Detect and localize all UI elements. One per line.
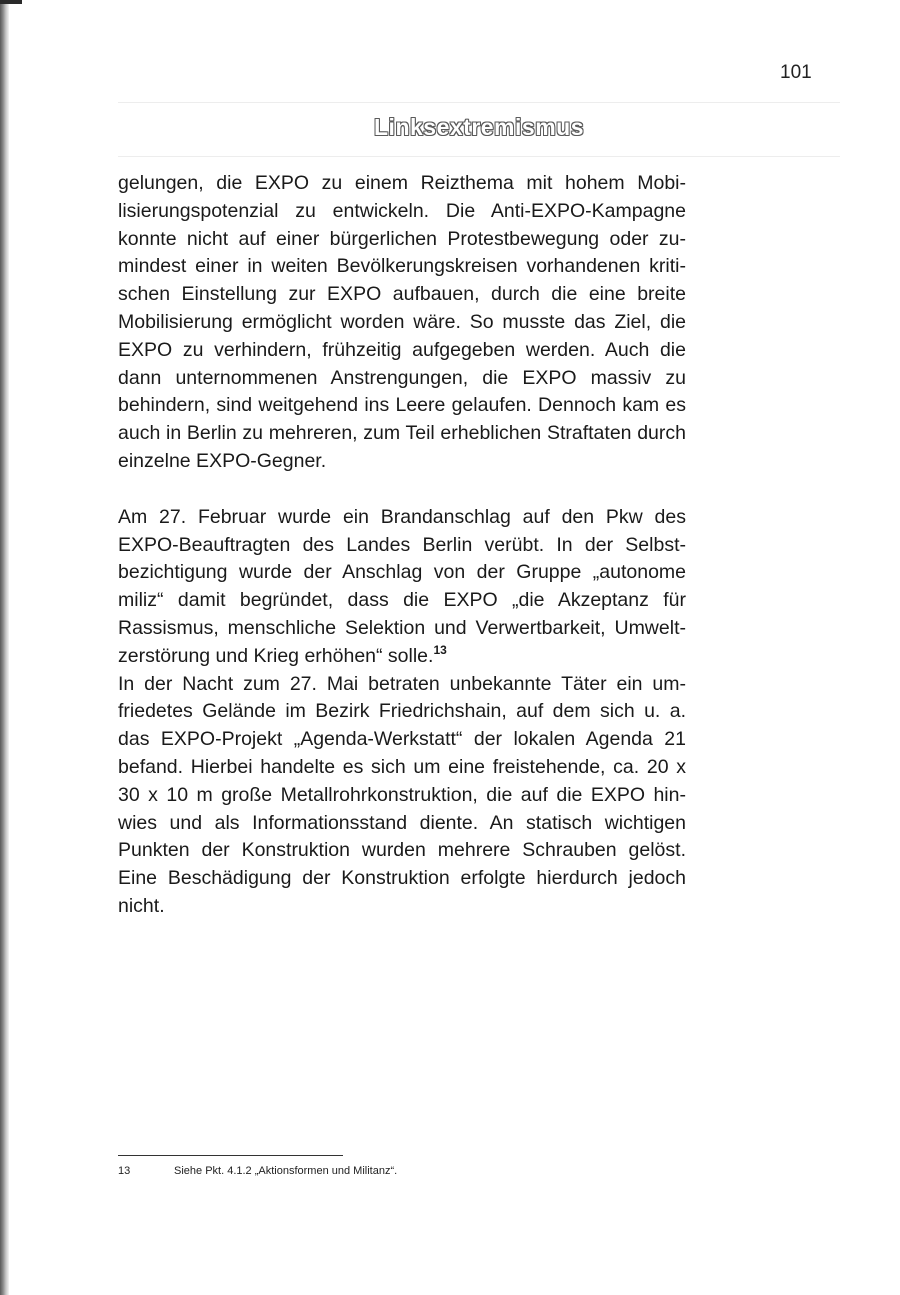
footnote-reference[interactable]: 13 <box>433 642 447 657</box>
header-rule-bottom <box>118 156 840 157</box>
paragraph-continuation: gelungen, die EXPO zu einem Reizthema mit hohem Mobilisierungspotenzial zu entwickeln. Die Anti-EXPO-Kampagne konnte nicht auf einer bürgerlichen Protestbewegung oder zumindest einer in weiten Bevölkerungskreisen vorhandenen kritischen Einstellung zur EXPO aufbauen, durch die eine breite Mobilisierung ermöglicht worden wäre. So musste das Ziel, die EXPO zu verhindern, frühzeitig aufgegeben werden. Auch die dann unternommenen Anstrengungen, die EXPO massiv zu behindern, sind weitgehend ins Leere gelaufen. Dennoch kam es auch in Berlin zu mehreren, zum Teil erheblichen Straftaten durch einzelne EXPO-Gegner. <box>118 172 686 472</box>
body-text <box>118 170 686 921</box>
running-head: Linksextremismus <box>374 114 584 140</box>
footnote-number: 13 <box>118 1165 131 1177</box>
header-rule-top <box>118 102 840 103</box>
footnote-rule <box>118 1155 343 1156</box>
page-number: 101 <box>780 62 812 83</box>
paragraph-brandanschlag <box>118 504 686 671</box>
paragraph-agenda-werkstatt: In der Nacht zum 27. Mai betraten unbekannte Täter ein umfriedetes Gelände im Bezirk Friedrichshain, auf dem sich u. a. das EXPO-Projekt „Agenda-Werkstatt“ der lokalen Agenda 21 befand. Hierbei handelte es sich um eine freistehende, ca. 20 x 30 x 10 m große Metallrohrkonstruktion, die auf die EXPO hinwies und als Informationsstand diente. An statisch wichtigen Punkten der Konstruktion wurden mehrere Schrauben gelöst. Eine Beschädigung der Konstruktion erfolgte hierdurch jedoch nicht. <box>118 672 686 917</box>
paragraph-gap <box>118 476 686 504</box>
scan-corner-mark <box>0 0 22 4</box>
footnote <box>118 1164 397 1178</box>
footnote-text: Siehe Pkt. 4.1.2 „Aktionsformen und Militanz“. <box>174 1165 398 1177</box>
paragraph-brandanschlag-text: Am 27. Februar wurde ein Brandanschlag auf den Pkw des EXPO-Beauftragten des Landes Berlin verübt. In der Selbstbezichtigung wurde der Anschlag von der Gruppe „autonome miliz“ damit begründet, dass die EXPO „die Akzeptanz für Rassismus, menschliche Selektion und Verwertbarkeit, Umweltzerstörung und Krieg erhöhen“ solle. <box>118 505 686 667</box>
scan-binding-edge <box>0 0 9 1295</box>
